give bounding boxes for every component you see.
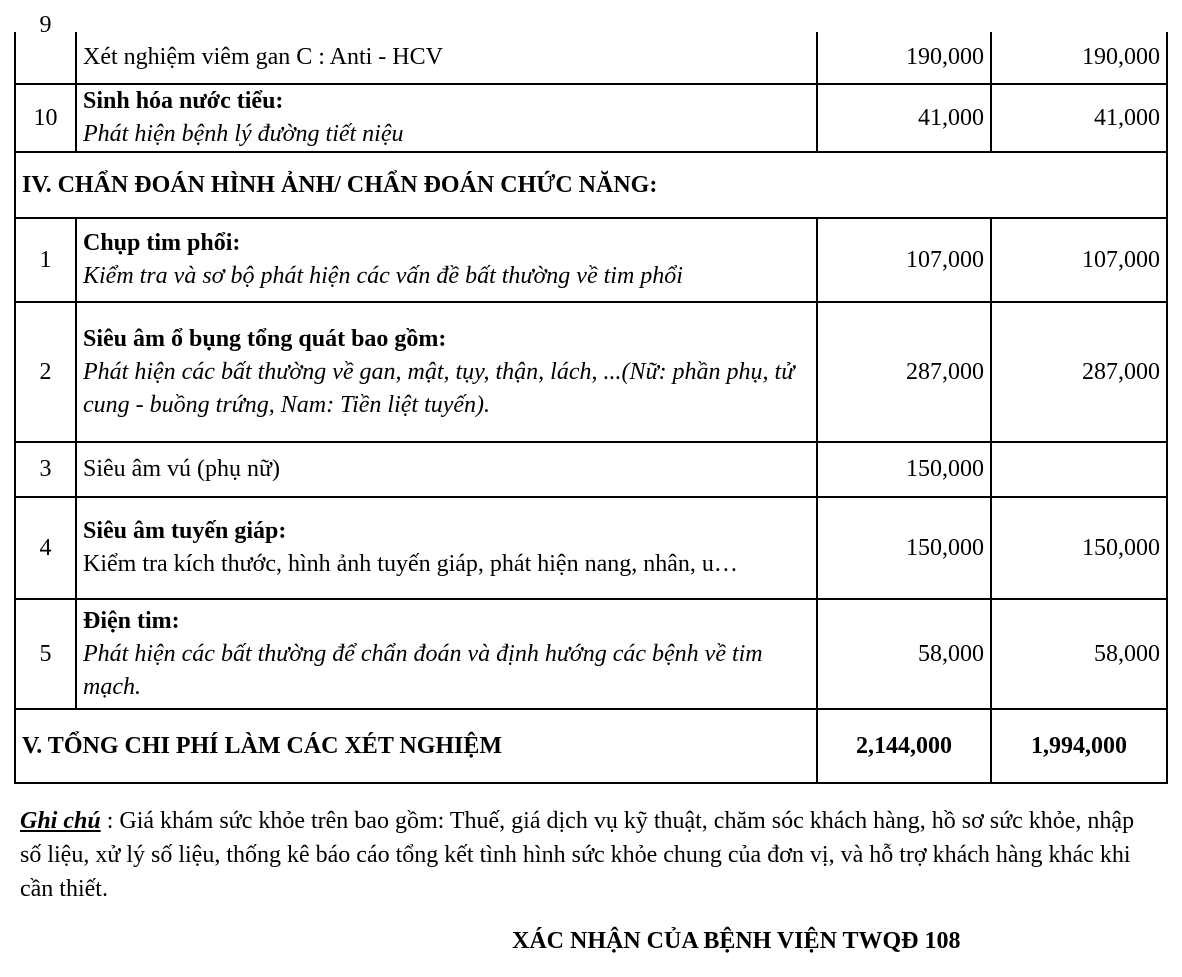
price-table xyxy=(14,12,1168,784)
row-description xyxy=(76,84,817,152)
row-description: Xét nghiệm viêm gan C : Anti - HCV xyxy=(76,32,817,84)
table-row xyxy=(15,84,1167,152)
table-row xyxy=(15,442,1167,497)
note-text: : Giá khám sức khỏe trên bao gồm: Thuế, giá dịch vụ kỹ thuật, chăm sóc khách hàng, hồ sơ sức khỏe, nhập số liệu, xử lý số liệu, thống kê báo cáo tổng kết tình hình sức khỏe chung của đơn vị, và hỗ trợ khách hàng khác khi cần thiết. xyxy=(20,808,1135,902)
price-cell: 287,000 xyxy=(817,302,991,442)
row-title: Siêu âm ổ bụng tổng quát bao gồm: xyxy=(83,325,447,352)
row-number: 2 xyxy=(15,302,76,442)
row-title: Sinh hóa nước tiểu: xyxy=(83,88,284,114)
table-row xyxy=(15,302,1167,442)
price-cell: 107,000 xyxy=(817,218,991,302)
row-number: 9 xyxy=(15,32,76,84)
row-title: Siêu âm tuyến giáp: xyxy=(83,518,287,544)
row-description xyxy=(76,442,817,497)
row-detail: Kiểm tra và sơ bộ phát hiện các vấn đề bất thường về tim phổi xyxy=(83,263,683,289)
price-cell: 287,000 xyxy=(991,302,1167,442)
row-number: 4 xyxy=(15,497,76,599)
row-detail: Kiểm tra kích thước, hình ảnh tuyến giáp, phát hiện nang, nhân, u… xyxy=(83,551,738,577)
row-description xyxy=(76,599,817,709)
total-price-cell: 1,994,000 xyxy=(991,709,1167,783)
row-detail: Phát hiện các bất thường để chẩn đoán và định hướng các bệnh về tim mạch. xyxy=(83,640,763,700)
note-paragraph xyxy=(20,804,1160,906)
row-title: Điện tim: xyxy=(83,607,180,634)
price-cell: 190,000 xyxy=(817,32,991,84)
price-cell: 41,000 xyxy=(817,84,991,152)
price-cell: 150,000 xyxy=(991,497,1167,599)
row-detail: Siêu âm vú (phụ nữ) xyxy=(83,456,280,482)
row-number: 5 xyxy=(15,599,76,709)
price-cell: 150,000 xyxy=(817,497,991,599)
price-cell: 107,000 xyxy=(991,218,1167,302)
price-cell: 58,000 xyxy=(817,599,991,709)
row-number: 3 xyxy=(15,442,76,497)
table-row xyxy=(15,32,1167,84)
price-cell: 58,000 xyxy=(991,599,1167,709)
row-description xyxy=(76,497,817,599)
row-description xyxy=(76,218,817,302)
total-price-cell: 2,144,000 xyxy=(817,709,991,783)
price-cell: 150,000 xyxy=(817,442,991,497)
table-row xyxy=(15,599,1167,709)
row-description xyxy=(76,302,817,442)
note-label: Ghi chú xyxy=(20,808,101,834)
total-label: V. TỔNG CHI PHÍ LÀM CÁC XÉT NGHIỆM xyxy=(15,709,817,783)
total-row xyxy=(15,709,1167,783)
row-number: 10 xyxy=(15,84,76,152)
price-cell: 190,000 xyxy=(991,32,1167,84)
section-heading: IV. CHẨN ĐOÁN HÌNH ẢNH/ CHẨN ĐOÁN CHỨC NĂNG: xyxy=(15,152,1167,218)
row-title: Chụp tim phổi: xyxy=(83,230,241,256)
table-row xyxy=(15,497,1167,599)
confirmation-heading: XÁC NHẬN CỦA BỆNH VIỆN TWQĐ 108 xyxy=(512,928,961,954)
price-cell xyxy=(991,442,1167,497)
table-row xyxy=(15,218,1167,302)
section-heading-row xyxy=(15,152,1167,218)
price-cell: 41,000 xyxy=(991,84,1167,152)
row-detail: Phát hiện các bất thường về gan, mật, tụy, thận, lách, ...(Nữ: phần phụ, tử cung - buồng trứng, Nam: Tiền liệt tuyến). xyxy=(83,358,795,418)
row-detail: Phát hiện bệnh lý đường tiết niệu xyxy=(83,121,404,147)
row-number: 1 xyxy=(15,218,76,302)
